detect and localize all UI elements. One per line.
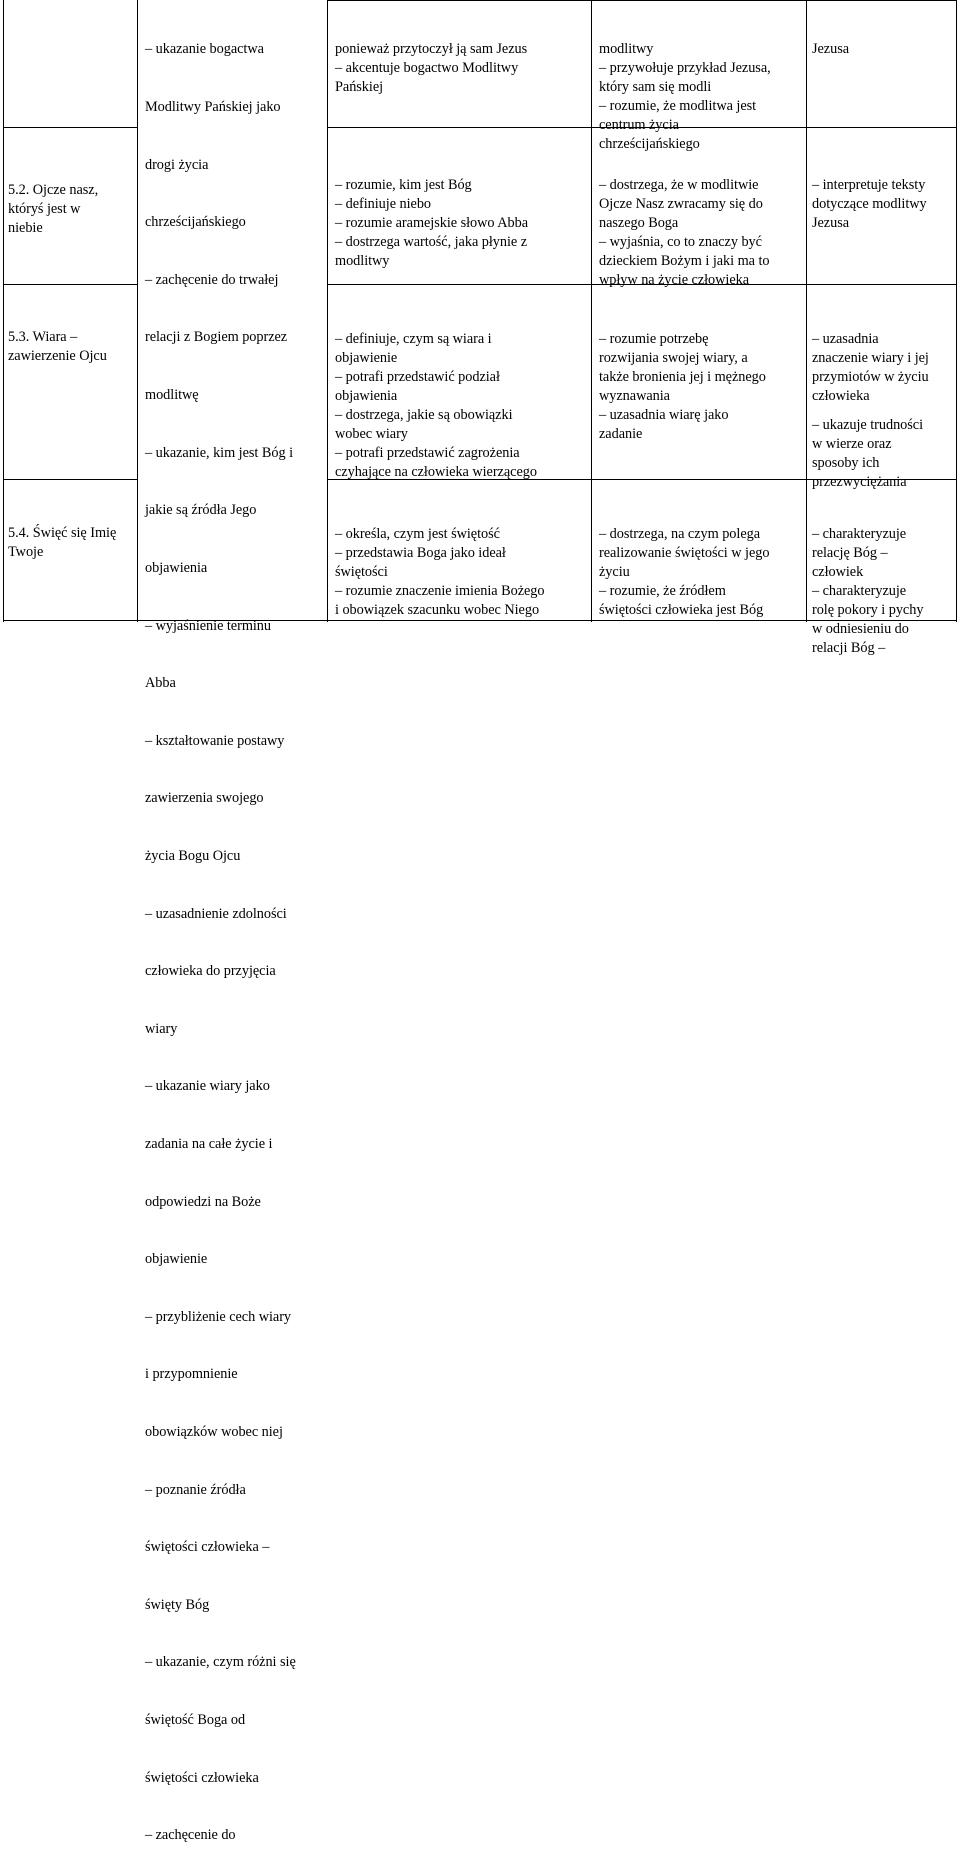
column-divider-1 xyxy=(137,0,138,622)
col4-row3-text: – rozumie potrzebę rozwijania swojej wiary, a także bronienia jej i mężnego wyznawania – uzasadnia wiarę jako zadanie xyxy=(599,331,766,442)
section-title-5-2: 5.2. Ojcze nasz, któryś jest w niebie xyxy=(8,182,99,236)
col3-row3-text: – definiuje, czym są wiara i objawienie – potrafi przedstawić podział objawienia – dostrzega, jakie są obowiązki wobec wiary – potrafi przedstawić zagrożenia czyhające na człowieka wierzącego xyxy=(335,331,537,480)
column-divider-3 xyxy=(591,0,592,622)
section-title-5-3: 5.3. Wiara – zawierzenie Ojcu xyxy=(8,329,107,364)
col3-row2-text: – rozumie, kim jest Bóg – definiuje niebo – rozumie aramejskie słowo Abba – dostrzega wartość, jaka płynie z modlitwy xyxy=(335,177,528,269)
section-title-5-4: 5.4. Święć się Imię Twoje xyxy=(8,525,117,560)
col3-row1-text: ponieważ przytoczył ją sam Jezus – akcentuje bogactwo Modlitwy Pańskiej xyxy=(335,41,528,95)
column-divider-2 xyxy=(327,0,328,622)
row-divider-top-right xyxy=(327,0,957,1)
row-divider-2-left xyxy=(3,284,137,285)
table-border-left xyxy=(3,0,4,622)
col5-row2-text: – interpretuje teksty dotyczące modlitwy Jezusa xyxy=(812,177,927,231)
row-divider-3-left xyxy=(3,479,137,480)
col5-row3-text: – uzasadnia znaczenie wiary i jej przymiotów w życiu człowieka – ukazuje trudności w wierze oraz sposoby ich przezwyciężania xyxy=(812,331,929,490)
col4-row2-text: – dostrzega, że w modlitwie Ojcze Nasz zwracamy się do naszego Boga – wyjaśnia, co to znaczy być dzieckiem Bożym i jaki ma to wpływ na życie człowieka xyxy=(599,177,770,288)
col3-row4-text: – określa, czym jest świętość – przedstawia Boga jako ideał świętości – rozumie znaczenie imienia Bożego i obowiązek szacunku wobec Niego xyxy=(335,526,545,618)
col5-row4-text: – charakteryzuje relację Bóg – człowiek – charakteryzuje rolę pokory i pychy w odniesieniu do relacji Bóg – xyxy=(812,526,924,656)
col4-row1-text: modlitwy – przywołuje przykład Jezusa, który sam się modli – rozumie, że modlitwa jest centrum życia chrześcijańskiego xyxy=(599,41,771,152)
col5-row1-text: Jezusa xyxy=(812,41,850,57)
col4-row4-text: – dostrzega, na czym polega realizowanie świętości w jego życiu – rozumie, że źródłem świętości człowieka jest Bóg xyxy=(599,526,770,618)
goals-column-text: – ukazanie bogactwa Modlitwy Pańskiej jako drogi życia chrześcijańskiego – zachęcenie do trwałej relacji z Bogiem poprzez modlitwę – ukazanie, kim jest Bóg i jakie są źródła Jego objawienia – wyjaśnienie terminu Abba – kształtowanie postawy zawierzenia swojego życia Bogu Ojcu – uzasadnienie zdolności człowieka do przyjęcia wiary – ukazanie wiary jako zadania na całe życie i odpowiedzi na Boże objawienie – przybliżenie cech wiary i przypomnienie obowiązków wobec niej – poznanie źródła świętości człowieka – święty Bóg – ukazanie, czym różni się świętość Boga od świętości człowieka – zachęcenie do xyxy=(145,41,296,1844)
row-divider-1-left xyxy=(3,127,137,128)
column-divider-4 xyxy=(806,0,807,622)
table-border-right xyxy=(956,0,957,622)
